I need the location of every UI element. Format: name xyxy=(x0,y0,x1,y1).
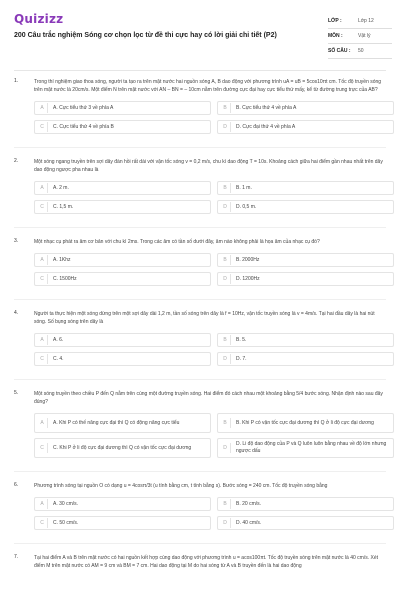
question-number: 4. xyxy=(14,310,19,316)
option-letter: D xyxy=(220,443,231,453)
answer-option[interactable] xyxy=(34,497,211,511)
option-text: D. Li độ dao động của P và Q luôn luôn bằng nhau về độ lớn nhưng ngược dấu xyxy=(236,441,387,454)
question-text: Một sóng truyền theo chiều P đến Q nằm trên cùng một đường truyền sóng. Hai điểm đó cách nhau một khoảng bằng 5/4 bước sóng. Nhận định nào sau đây đúng? xyxy=(34,391,383,405)
answer-option[interactable] xyxy=(34,181,211,195)
answer-option[interactable] xyxy=(34,516,211,530)
question-divider xyxy=(14,147,386,148)
option-text: A. Khi P có thế năng cực đại thì Q có động năng cực tiểu xyxy=(53,419,180,426)
answer-option[interactable] xyxy=(34,438,211,458)
question-divider xyxy=(14,471,386,472)
answer-options xyxy=(34,181,386,214)
option-letter: D xyxy=(220,122,231,132)
meta-row-class xyxy=(328,14,392,29)
meta-label: SỐ CÂU : xyxy=(328,48,351,54)
answer-option[interactable] xyxy=(217,333,394,347)
question-text: Trong thí nghiệm giao thoa sóng, người ta tạo ra trên mặt nước hai nguồn sóng A, B dao động với phương trình uA = uB = 5cos10πt cm. Tốc độ truyền sóng trên mặt nước là 20cm/s. Một điểm N trên mặt nước với AN – BN = – 10cm nằm trên đường cực đại hay cực tiểu thứ mấy, kể từ đường trung trực của AB? xyxy=(34,79,382,93)
answer-options xyxy=(34,497,386,530)
question-text: Tại hai điểm A và B trên mặt nước có hai nguồn kết hợp cùng dao động với phương trình u = acos100πt. Tốc độ truyền sóng trên mặt nước là 40 cm/s. Xét điểm M trên mặt nước có AM = 9 cm và BM = 7 cm. Hai dao động tại M do hai sóng từ A và B truyền đến là hai dao động xyxy=(34,555,379,569)
option-letter: B xyxy=(220,499,231,509)
question-item xyxy=(0,482,400,543)
option-letter: A xyxy=(37,183,48,193)
answer-option[interactable] xyxy=(217,120,394,134)
option-letter: B xyxy=(220,418,231,428)
answer-option[interactable] xyxy=(217,101,394,115)
option-text: A. Cực tiểu thứ 3 về phía A xyxy=(53,104,114,111)
option-letter: D xyxy=(220,518,231,528)
option-text: B. Cực tiểu thứ 4 về phía A xyxy=(236,104,297,111)
header-divider xyxy=(14,70,386,71)
question-number: 1. xyxy=(14,78,19,84)
option-text: B. 2000Hz xyxy=(236,256,260,263)
question-divider xyxy=(14,379,386,380)
option-text: A. 6. xyxy=(53,336,64,343)
question-text: Một nhạc cụ phát ra âm cơ bản với chu kì 2ms. Trong các âm có tần số dưới đây, âm nào không phải là họa âm của nhạc cụ đó? xyxy=(34,239,320,245)
quiz-meta xyxy=(328,14,392,59)
question-list xyxy=(0,78,400,570)
question-divider xyxy=(14,543,386,544)
option-text: C. 1,5 m. xyxy=(53,203,74,210)
option-text: C. 50 cm/s. xyxy=(53,519,79,526)
question-text: Một sóng ngang truyền trên sợi dây đàn hồi rất dài với vận tốc sóng v = 0,2 m/s, chu kì dao động T = 10s. Khoảng cách giữa hai điểm gần nhau nhất trên dây dao động ngược pha nhau là xyxy=(34,159,383,173)
option-letter: D xyxy=(220,354,231,364)
meta-value: Lớp 12 xyxy=(358,18,374,24)
option-letter: A xyxy=(37,335,48,345)
answer-options xyxy=(34,333,386,366)
option-letter: A xyxy=(37,418,48,428)
question-number: 6. xyxy=(14,482,19,488)
option-letter: A xyxy=(37,499,48,509)
option-text: A. 1Khz xyxy=(53,256,71,263)
option-text: C. 4. xyxy=(53,355,64,362)
page-title: 200 Câu trắc nghiệm Sóng cơ chọn lọc từ đề thi cực hay có lời giải chi tiết (P2) xyxy=(14,32,277,39)
option-letter: C xyxy=(37,443,48,453)
quizizz-logo: Quizizz xyxy=(14,12,64,26)
option-letter: A xyxy=(37,103,48,113)
answer-option[interactable] xyxy=(217,181,394,195)
option-text: B. 5. xyxy=(236,336,247,343)
answer-options xyxy=(34,413,386,458)
answer-option[interactable] xyxy=(34,253,211,267)
answer-options xyxy=(34,253,386,286)
option-text: B. 1 m. xyxy=(236,184,252,191)
question-item xyxy=(0,390,400,471)
question-item xyxy=(0,310,400,379)
answer-option[interactable] xyxy=(34,200,211,214)
option-letter: C xyxy=(37,202,48,212)
question-number: 7. xyxy=(14,554,19,560)
answer-option[interactable] xyxy=(34,333,211,347)
answer-option[interactable] xyxy=(217,516,394,530)
answer-option[interactable] xyxy=(34,101,211,115)
page-header xyxy=(0,0,400,62)
answer-option[interactable] xyxy=(217,200,394,214)
option-letter: C xyxy=(37,354,48,364)
option-text: C. Cực tiểu thứ 4 về phía B xyxy=(53,123,114,130)
question-divider xyxy=(14,227,386,228)
option-letter: D xyxy=(220,274,231,284)
option-text: D. 1200Hz xyxy=(236,275,260,282)
answer-option[interactable] xyxy=(217,253,394,267)
meta-row-count xyxy=(328,44,392,59)
meta-value: 50 xyxy=(358,48,364,54)
option-letter: C xyxy=(37,274,48,284)
option-letter: B xyxy=(220,103,231,113)
answer-option[interactable] xyxy=(217,272,394,286)
answer-option[interactable] xyxy=(34,272,211,286)
meta-row-subject xyxy=(328,29,392,44)
answer-option[interactable] xyxy=(217,438,394,458)
question-text: Người ta thực hiện một sóng dừng trên một sợi dây dài 1,2 m, tần số sóng trên dây là f = 10Hz, vận tốc truyền sóng là v = 4m/s. Tại hai đầu dây là hai nút sóng. Số bụng sóng trên dây là xyxy=(34,311,375,325)
option-text: D. 40 cm/s. xyxy=(236,519,262,526)
option-text: D. Cực đại thứ 4 về phía A xyxy=(236,123,296,130)
answer-options xyxy=(34,101,386,134)
meta-label: MÔN : xyxy=(328,33,343,39)
question-number: 2. xyxy=(14,158,19,164)
option-text: D. 7. xyxy=(236,355,247,362)
option-letter: C xyxy=(37,518,48,528)
option-letter: D xyxy=(220,202,231,212)
answer-option[interactable] xyxy=(217,352,394,366)
answer-option[interactable] xyxy=(217,413,394,433)
option-text: A. 2 m. xyxy=(53,184,69,191)
question-item xyxy=(0,554,400,570)
option-text: D. 0,5 m. xyxy=(236,203,257,210)
meta-value: Vật lý xyxy=(358,33,371,39)
answer-option[interactable] xyxy=(34,120,211,134)
question-number: 3. xyxy=(14,238,19,244)
option-text: B. Khi P có vận tốc cực đại dương thì Q ở li độ cực đại dương xyxy=(236,419,374,426)
option-letter: A xyxy=(37,255,48,265)
answer-option[interactable] xyxy=(34,413,211,433)
answer-option[interactable] xyxy=(34,352,211,366)
option-text: B. 20 cm/s. xyxy=(236,500,262,507)
answer-option[interactable] xyxy=(217,497,394,511)
option-letter: B xyxy=(220,335,231,345)
option-letter: B xyxy=(220,255,231,265)
question-item xyxy=(0,158,400,227)
question-text: Phương trình sóng tại nguồn O có dạng u = 4cosπ/3t (u tính bằng cm, t tính bằng s). Bước sóng = 240 cm. Tốc độ truyền sóng bằng xyxy=(34,483,328,489)
option-text: A. 30 cm/s. xyxy=(53,500,79,507)
question-number: 5. xyxy=(14,390,19,396)
option-letter: C xyxy=(37,122,48,132)
question-item xyxy=(0,238,400,299)
meta-label: LỚP : xyxy=(328,18,342,24)
option-text: C. 1500Hz xyxy=(53,275,77,282)
option-text: C. Khi P ở li độ cực đại dương thì Q có vận tốc cực đại dương xyxy=(53,444,192,451)
question-item xyxy=(0,78,400,147)
question-divider xyxy=(14,299,386,300)
option-letter: B xyxy=(220,183,231,193)
